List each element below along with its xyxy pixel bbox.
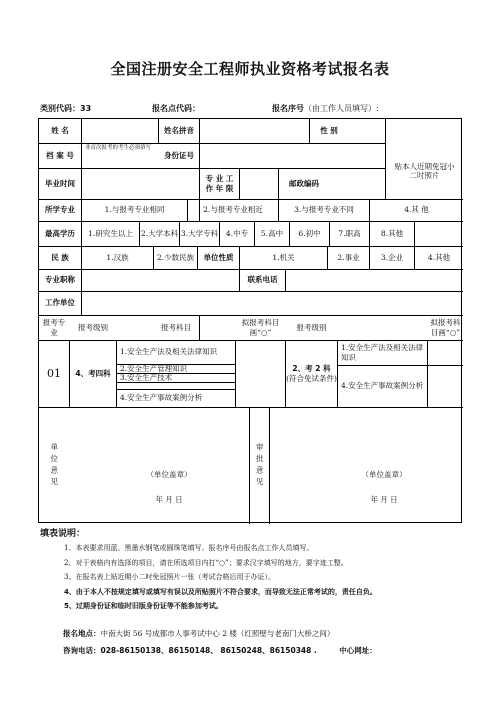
ethnic-option-2[interactable]: 2.少数民族: [156, 252, 195, 262]
instruction-3: 3、在报名表上贴近期小二吋免冠照片一张（考试合格后用于办证）。: [64, 573, 275, 581]
gender-field[interactable]: [348, 119, 385, 143]
exam-major-header: 报考专业: [42, 318, 66, 337]
ethnic-label: 民 族: [51, 252, 69, 262]
grad-time-label: 毕业时间: [45, 178, 75, 188]
consult-phone-label: 咨询电话：: [63, 646, 101, 655]
unit-date: 年 月 日: [155, 495, 183, 505]
edu-option-5[interactable]: 5.高中: [260, 228, 284, 238]
education-label: 最高学历: [45, 228, 75, 238]
address-value: 中南大街 56 号成都市人事考试中心 2 楼（红照壁与老南门大桥之间）: [100, 629, 335, 638]
major-option-3[interactable]: 3.与报考专业不同: [294, 205, 354, 215]
subject-4-3: 3.安全生产技术: [120, 372, 173, 382]
name-pinyin-label: 姓名拼音: [164, 126, 194, 136]
professional-title-field[interactable]: [82, 269, 239, 291]
serial-number: [272, 103, 379, 114]
form-title: 全国注册安全工程师执业资格考试报名表: [110, 60, 390, 78]
instruction-2: 2、对于表格内有选择的项目，请在所选项目内打“○”；要求汉字填写的地方，要字迹工整。: [64, 558, 348, 567]
consult-phone-value: 028-86150138、86150148、 86150248、86150348 .: [100, 646, 317, 655]
phone-field[interactable]: [286, 269, 463, 291]
level-two-subjects: 2、考 2 科: [292, 364, 331, 374]
instruction-1: 1、本表要求用蓝、黑墨水钢笔或圆珠笔填写。报名序号由报名点工作人员填写。: [64, 544, 314, 552]
registration-form-table: [38, 118, 462, 523]
subject-4-2: 2.安全生产管理知识: [120, 363, 188, 373]
exam-subjects-header: 报考科目: [161, 322, 191, 332]
mark-cell-two[interactable]: [428, 340, 463, 407]
exam-level-header-2: 报考级别: [296, 322, 327, 332]
file-no-label: 档 案 号: [46, 150, 74, 160]
level-four-subjects: 4、考四科: [75, 368, 111, 378]
unit-type-label: 单位性质: [203, 252, 234, 262]
name-label: 姓 名: [51, 126, 69, 136]
id-number-field[interactable]: [200, 143, 385, 168]
phone-label: 联系电话: [247, 275, 278, 285]
category-code: 类别代码：33: [40, 104, 92, 113]
edu-option-6[interactable]: 6.初中: [298, 228, 321, 238]
postcode-label: 邮政编码: [289, 178, 319, 188]
unit-option-2[interactable]: 2.事业: [337, 252, 360, 262]
ethnic-option-1[interactable]: 1.汉族: [106, 252, 129, 262]
exam-level-header: 报考级别: [78, 322, 108, 332]
website-label: 中心网址：: [339, 646, 377, 655]
unit-seal: （单位盖章）: [146, 470, 192, 480]
unit-option-1[interactable]: 1.机关: [272, 252, 295, 262]
subject-2-2: 4.安全生产事故案例分析: [341, 381, 424, 391]
edu-option-4[interactable]: 4.中专: [225, 228, 249, 238]
major-code: 01: [47, 366, 61, 380]
consult-phone: [63, 645, 377, 656]
unit-opinion-label: 单位意见: [49, 443, 59, 489]
level-two-note: (符合免试条件): [286, 373, 337, 383]
work-unit-label: 工作单位: [45, 298, 75, 308]
level-two-block: [286, 340, 337, 407]
address-label: 报名地点：: [63, 629, 101, 638]
approval-date: 年 月 日: [370, 495, 398, 505]
name-field[interactable]: [82, 119, 158, 143]
work-years-label: 专 业 工 作 年 限: [205, 174, 234, 193]
major-option-1[interactable]: 1.与报考专业相同: [104, 205, 165, 215]
id-number-label: 身份证号: [164, 150, 194, 160]
approval-seal: （单位盖章）: [361, 470, 407, 480]
work-unit-field[interactable]: [82, 291, 463, 315]
edu-option-8[interactable]: 8.其他: [380, 228, 404, 238]
subject-2-1: 1.安全生产法及相关法律知识: [341, 343, 424, 362]
unit-option-4[interactable]: 4.其他: [427, 252, 451, 262]
photo-area[interactable]: 贴本人近期免冠小二吋照片: [394, 161, 455, 180]
registration-address: [63, 628, 334, 639]
approval-opinion-label: 审批意见: [255, 443, 265, 489]
instruction-4: 4、由于本人不按规定填写或填写有误以及所贴照片不符合要求，而导致无法正常考试的，责任自负。: [64, 587, 377, 596]
subject-4-1: 1.安全生产法及相关法律知识: [120, 347, 218, 357]
mark-column-header-2: 拟报考科目画“○”: [430, 318, 461, 337]
edu-option-1[interactable]: 1.研究生以上: [88, 228, 133, 238]
mark-column-header: 拟报考科目画“○”: [241, 318, 280, 337]
edu-option-7[interactable]: 7.职高: [338, 228, 361, 238]
instructions-heading: 填表说明：: [40, 529, 86, 539]
name-pinyin-field[interactable]: [200, 119, 309, 143]
subject-4-4: 4.安全生产事故案例分析: [120, 393, 203, 403]
major-option-4[interactable]: 4.其 他: [404, 205, 429, 215]
instruction-5: 5、过期身份证和临时旧版身份证等不能参加考试。: [64, 602, 223, 610]
edu-option-2[interactable]: 2.大学本科: [140, 228, 179, 238]
mark-cell-four[interactable]: [236, 340, 285, 407]
file-no-note: 非首次报考的考生必须填写: [85, 145, 152, 151]
major-label: 所学专业: [45, 205, 75, 215]
site-code: 报名点代码：: [152, 104, 200, 113]
gender-label: 性 别: [320, 126, 338, 136]
professional-title-label: 专业职称: [45, 275, 75, 285]
edu-option-3[interactable]: 3.大学专科: [180, 228, 219, 238]
serial-label: 报名序号: [272, 104, 304, 113]
instructions: [40, 526, 480, 616]
serial-note: （由工作人员填写）:: [304, 104, 379, 113]
major-option-2[interactable]: 2.与报考专业相近: [203, 205, 263, 215]
unit-option-3[interactable]: 3.企业: [380, 252, 404, 262]
